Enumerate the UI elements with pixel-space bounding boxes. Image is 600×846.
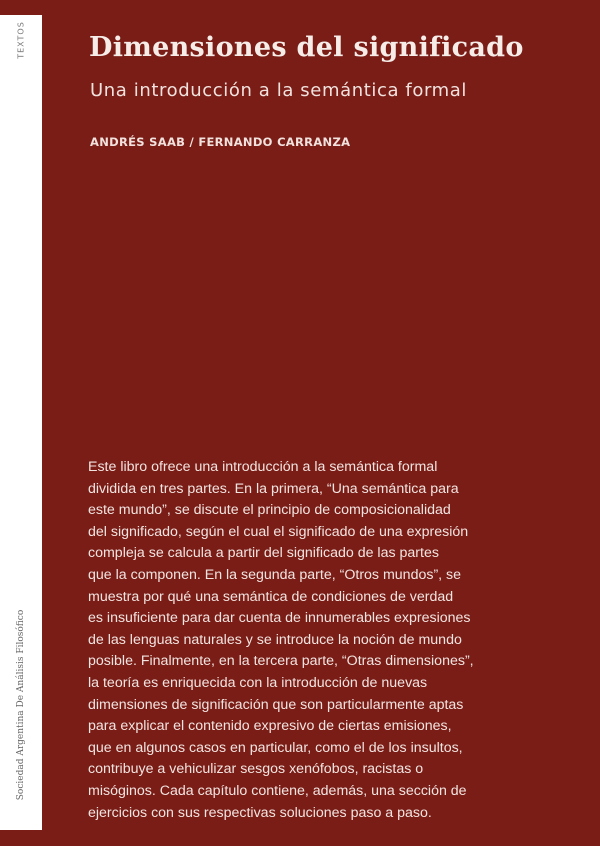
blurb-line: Este libro ofrece una introducción a la semántica formal [88, 459, 438, 475]
blurb-line: de las lenguas naturales y se introduce la noción de mundo [88, 631, 462, 648]
blurb-line: este mundo”, se discute el principio de composicionalidad [88, 502, 451, 519]
blurb-line: compleja se calcula a partir del significado de las partes [88, 545, 439, 562]
blurb-line: ejercicios con sus respectivas soluciones paso a paso. [88, 804, 432, 821]
series-label: TEXTOS [16, 21, 26, 59]
book-authors: ANDRÉS SAAB / FERNANDO CARRANZA [90, 135, 351, 149]
blurb-line: misóginos. Cada capítulo contiene, además, una sección de [88, 782, 467, 799]
blurb-line: del significado, según el cual el significado de una expresión [88, 523, 469, 540]
blurb-line: dividida en tres partes. En la primera, “Una semántica para [88, 480, 459, 497]
blurb-line: es insuficiente para dar cuenta de innumerables expresiones [88, 610, 471, 627]
blurb-line: dimensiones de significación que son particularmente aptas [88, 696, 464, 713]
publisher-label: Sociedad Argentina De Análisis Filosófico [16, 609, 26, 801]
book-title: Dimensiones del significado [89, 32, 524, 63]
blurb-line: que la componen. En la segunda parte, “Otros mundos”, se [88, 566, 462, 583]
book-subtitle: Una introducción a la semántica formal [90, 80, 468, 101]
blurb-line: que en algunos casos en particular, como el de los insultos, [88, 739, 463, 756]
blurb-line: contribuye a vehiculizar sesgos xenófobos, racistas o [88, 761, 424, 778]
blurb-line: para explicar el contenido expresivo de ciertas emisiones, [88, 718, 452, 735]
blurb-line: posible. Finalmente, en la tercera parte, “Otras dimensiones”, [88, 653, 474, 670]
blurb-line: la teoría es enriquecida con la introducción de nuevas [88, 674, 428, 691]
blurb-text [88, 457, 488, 824]
blurb-line: muestra por qué una semántica de condiciones de verdad [88, 588, 454, 605]
